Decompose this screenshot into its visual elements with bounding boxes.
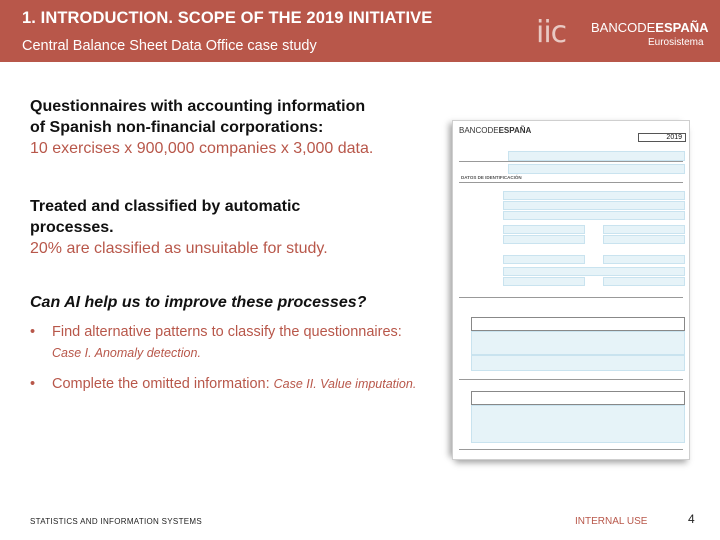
form-section-title: DATOS DE IDENTIFICACIÓN — [461, 175, 522, 180]
classification-info-block — [30, 196, 440, 259]
form-rule — [459, 379, 683, 380]
page-title: 1. INTRODUCTION. SCOPE OF THE 2019 INITIATIVE — [22, 9, 433, 27]
footer-department: STATISTICS AND INFORMATION SYSTEMS — [30, 517, 202, 526]
bullet-item-anomaly — [30, 322, 430, 364]
form-field — [503, 191, 685, 200]
logo-bank-bold: ESPAÑA — [655, 20, 709, 35]
banco-de-espana-logo — [591, 20, 709, 35]
block2-line3: 20% are classified as unsuitable for study. — [30, 240, 328, 257]
header-band — [0, 0, 720, 62]
form-field — [503, 235, 585, 244]
footer-classification: INTERNAL USE — [575, 516, 648, 527]
form-table-body — [471, 405, 685, 443]
form-table-header — [471, 317, 685, 331]
block2-line2: processes. — [30, 219, 114, 236]
form-field — [603, 235, 685, 244]
bullet-case: Case I. Anomaly detection. — [52, 346, 201, 360]
bullet-dot: • — [30, 324, 36, 340]
block2-line1: Treated and classified by automatic — [30, 198, 301, 215]
bullet-dot: • — [30, 376, 36, 392]
block1-line2: of Spanish non-financial corporations: — [30, 119, 324, 136]
ai-question: Can AI help us to improve these processes? — [30, 294, 367, 311]
form-field — [603, 255, 685, 264]
form-field — [508, 164, 685, 174]
form-rule — [459, 449, 683, 450]
form-field — [503, 211, 685, 220]
form-table-body — [471, 331, 685, 355]
form-logo-prefix: BANCODE — [459, 126, 499, 135]
form-rule — [459, 161, 683, 162]
block1-line3: 10 exercises x 900,000 companies x 3,000 data. — [30, 140, 374, 157]
bullet-list — [30, 322, 430, 405]
form-field — [503, 277, 585, 286]
page-subtitle: Central Balance Sheet Data Office case study — [22, 38, 317, 54]
block1-line1: Questionnaires with accounting information — [30, 98, 366, 115]
iic-logo: iic — [536, 15, 567, 50]
form-table-body — [471, 355, 685, 371]
bullet-case: Case II. Value imputation. — [273, 377, 417, 391]
page-number: 4 — [688, 512, 695, 526]
logo-bank-prefix: BANCODE — [591, 20, 656, 35]
bullet-text: Find alternative patterns to classify the questionnaires: — [52, 324, 402, 340]
form-field — [603, 277, 685, 286]
form-logo-bold: ESPAÑA — [498, 126, 532, 135]
form-field — [503, 225, 585, 234]
form-field — [503, 255, 585, 264]
questionnaire-form-image — [452, 120, 690, 460]
bullet-item-imputation — [30, 374, 430, 395]
form-field — [508, 151, 685, 161]
form-field — [503, 201, 685, 210]
bullet-text: Complete the omitted information: — [52, 376, 274, 392]
form-year: 2019 — [638, 133, 686, 142]
form-field — [603, 225, 685, 234]
eurosystem-label: Eurosistema — [648, 37, 704, 48]
form-table-header — [471, 391, 685, 405]
form-field — [503, 267, 685, 276]
form-rule — [459, 297, 683, 298]
form-logo — [459, 126, 531, 135]
questionnaire-info-block — [30, 96, 440, 159]
form-rule — [459, 182, 683, 183]
